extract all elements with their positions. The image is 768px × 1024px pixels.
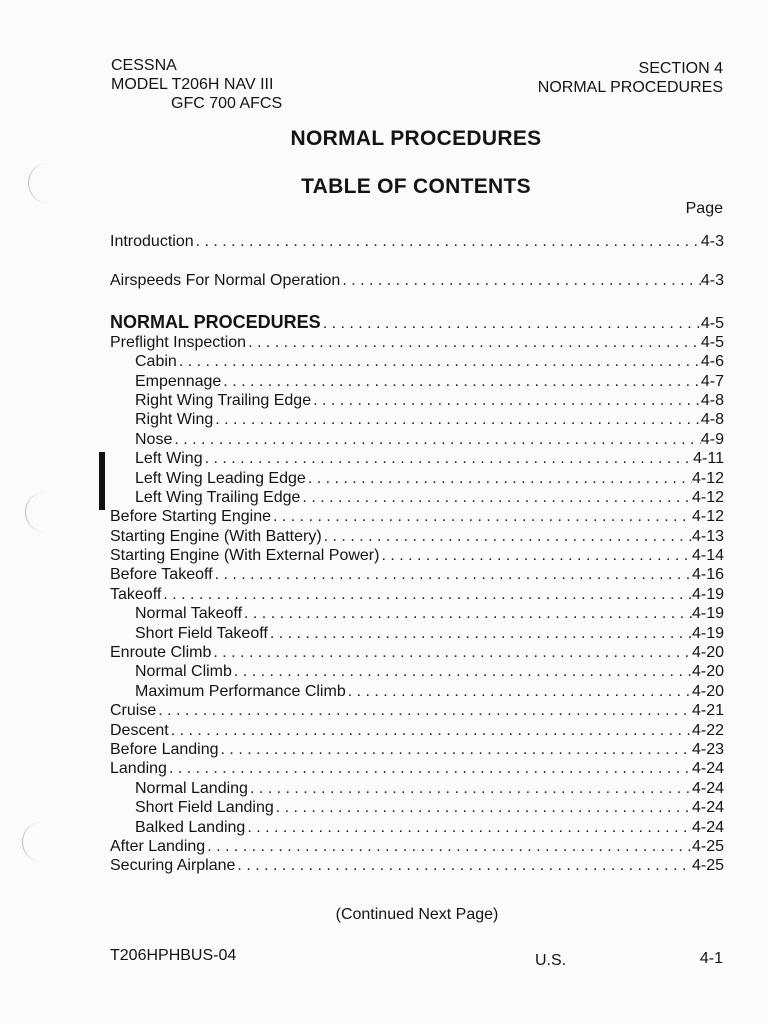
toc-leader-dots (311, 391, 701, 410)
toc-entry (110, 721, 724, 740)
toc-spacer (110, 291, 724, 311)
header-right (538, 59, 723, 97)
toc-entry-label: Cruise (110, 702, 157, 720)
toc-entry-page: 4-16 (691, 566, 724, 584)
toc-entry-page: 4-20 (691, 663, 724, 681)
toc-entry (110, 856, 724, 875)
toc-entry (110, 311, 724, 333)
toc-entry-page: 4-23 (691, 740, 724, 758)
toc-leader-dots (177, 352, 701, 371)
toc-entry-page: 4-11 (693, 450, 724, 468)
toc-entry (110, 740, 724, 759)
toc-entry (110, 488, 724, 507)
toc-entry (110, 410, 724, 429)
table-of-contents (110, 232, 724, 876)
toc-entry (110, 391, 724, 410)
toc-leader-dots (271, 507, 692, 526)
toc-entry-page: 4-5 (700, 333, 724, 351)
toc-leader-dots (221, 372, 701, 391)
toc-entry (110, 507, 724, 526)
toc-leader-dots (161, 585, 692, 604)
toc-entry-label: Left Wing Leading Edge (135, 469, 306, 487)
toc-entry (110, 527, 724, 546)
toc-entry (110, 604, 724, 623)
footer-page-number: 4-1 (699, 950, 723, 967)
toc-entry-page: 4-3 (700, 272, 724, 290)
toc-entry-page: 4-24 (691, 760, 724, 778)
toc-entry (110, 818, 724, 837)
punch-hole (25, 492, 64, 532)
toc-entry-page: 4-12 (691, 488, 724, 506)
toc-entry-page: 4-14 (691, 547, 724, 565)
toc-entry-page: 4-8 (700, 391, 724, 409)
toc-leader-dots (211, 643, 692, 662)
toc-leader-dots (235, 856, 692, 875)
toc-entry (110, 449, 724, 468)
toc-entry (110, 565, 724, 584)
toc-leader-dots (248, 779, 692, 798)
header-autopilot: GFC 700 AFCS (171, 95, 283, 112)
toc-entry (110, 232, 724, 251)
toc-entry-label: Cabin (135, 353, 177, 371)
toc-entry-label: Enroute Climb (110, 644, 212, 662)
toc-entry-page: 4-3 (700, 233, 724, 250)
continued-note: (Continued Next Page) (335, 906, 499, 923)
toc-entry-page: 4-25 (691, 837, 724, 855)
toc-entry-page: 4-12 (691, 508, 724, 526)
toc-entry-page: 4-13 (691, 527, 724, 545)
toc-entry-page: 4-8 (700, 411, 724, 429)
toc-entry-page: 4-22 (691, 721, 724, 739)
page-column-label: Page (685, 200, 723, 217)
header-left (111, 56, 282, 113)
toc-leader-dots (306, 469, 692, 488)
footer-doc-number: T206HPHBUS-04 (110, 947, 237, 964)
toc-leader-dots (246, 333, 701, 352)
toc-entry (110, 333, 724, 352)
toc-entry (110, 430, 724, 449)
toc-entry-label: After Landing (110, 837, 206, 855)
toc-entry-page: 4-24 (691, 818, 724, 836)
toc-entry-label: Securing Airplane (110, 857, 236, 875)
toc-entry-label: Descent (110, 721, 169, 739)
toc-entry (110, 469, 724, 488)
toc-leader-dots (346, 682, 692, 701)
toc-entry-page: 4-6 (700, 353, 724, 371)
page-title: NORMAL PROCEDURES (290, 127, 542, 150)
toc-entry-page: 4-9 (700, 430, 724, 448)
toc-entry-label: Short Field Takeoff (135, 624, 268, 642)
toc-entry-page: 4-24 (691, 779, 724, 797)
toc-entry-label: Balked Landing (135, 818, 246, 836)
toc-leader-dots (245, 818, 692, 837)
toc-entry (110, 662, 724, 681)
toc-entry-label: Left Wing Trailing Edge (135, 488, 301, 506)
toc-entry-page: 4-19 (691, 624, 724, 642)
toc-entry (110, 779, 724, 798)
toc-leader-dots (300, 488, 692, 507)
toc-leader-dots (167, 759, 692, 778)
toc-entry-page: 4-24 (691, 799, 724, 817)
toc-leader-dots (321, 313, 701, 333)
toc-entry (110, 798, 724, 817)
toc-leader-dots (213, 565, 692, 584)
toc-leader-dots (203, 449, 694, 468)
toc-entry-label: Normal Landing (135, 779, 248, 797)
toc-leader-dots (274, 798, 692, 817)
toc-entry (110, 546, 724, 565)
header-section-title: NORMAL PROCEDURES (537, 79, 723, 96)
toc-entry-page: 4-19 (691, 605, 724, 623)
toc-entry (110, 624, 724, 643)
toc-entry-label: Introduction (110, 233, 194, 250)
toc-entry-page: 4-7 (700, 372, 724, 390)
toc-entry-label: Short Field Landing (135, 799, 274, 817)
toc-entry-label: Normal Climb (135, 663, 232, 681)
footer-edition: U.S. (535, 952, 567, 969)
toc-entry (110, 759, 724, 778)
toc-entry-label: Preflight Inspection (110, 333, 247, 351)
toc-entry-label: Landing (110, 760, 167, 778)
toc-entry (110, 372, 724, 391)
toc-entry-page: 4-25 (691, 857, 724, 875)
toc-entry-label: Before Landing (110, 740, 219, 758)
toc-entry-label: Right Wing (135, 411, 214, 429)
toc-leader-dots (268, 624, 692, 643)
toc-entry-label: Starting Engine (With Battery) (110, 527, 322, 545)
toc-leader-dots (379, 546, 692, 565)
toc-leader-dots (322, 527, 692, 546)
header-manufacturer: CESSNA (111, 57, 177, 74)
toc-entry-label: Nose (135, 430, 173, 448)
toc-leader-dots (340, 271, 701, 290)
toc-leader-dots (219, 740, 692, 759)
toc-entry (110, 837, 724, 856)
toc-entry-label: Airspeeds For Normal Operation (110, 272, 341, 290)
toc-entry (110, 682, 724, 701)
toc-leader-dots (194, 232, 701, 251)
header-section: SECTION 4 (638, 60, 723, 77)
toc-entry-label: Before Starting Engine (110, 508, 271, 526)
toc-entry-page: 4-20 (691, 682, 724, 700)
toc-entry-page: 4-20 (691, 644, 724, 662)
toc-entry (110, 352, 724, 371)
toc-leader-dots (213, 410, 701, 429)
toc-entry (110, 585, 724, 604)
toc-entry-label: NORMAL PROCEDURES (110, 311, 321, 332)
toc-leader-dots (232, 662, 692, 681)
toc-entry-label: Maximum Performance Climb (135, 682, 346, 700)
toc-entry-label: Left Wing (135, 450, 203, 468)
toc-entry-label: Before Takeoff (110, 566, 213, 584)
toc-leader-dots (156, 701, 692, 720)
toc-entry (110, 271, 724, 290)
toc-leader-dots (169, 721, 692, 740)
toc-entry-label: Right Wing Trailing Edge (135, 391, 312, 409)
toc-entry-page: 4-5 (700, 314, 724, 332)
toc-spacer (110, 251, 724, 271)
punch-hole (22, 822, 61, 862)
header-model: MODEL T206H NAV III (111, 76, 274, 93)
toc-entry (110, 701, 724, 720)
toc-entry-label: Takeoff (110, 585, 162, 603)
toc-leader-dots (172, 430, 701, 449)
toc-entry (110, 643, 724, 662)
toc-entry-label: Starting Engine (With External Power) (110, 547, 380, 565)
toc-leader-dots (242, 604, 692, 623)
revision-change-bar (99, 452, 105, 510)
toc-entry-label: Empennage (135, 372, 222, 390)
page-subtitle: TABLE OF CONTENTS (301, 175, 531, 198)
toc-leader-dots (205, 837, 692, 856)
toc-entry-label: Normal Takeoff (135, 605, 243, 623)
toc-entry-page: 4-19 (691, 585, 724, 603)
toc-entry-page: 4-12 (691, 469, 724, 487)
toc-entry-page: 4-21 (691, 702, 724, 720)
